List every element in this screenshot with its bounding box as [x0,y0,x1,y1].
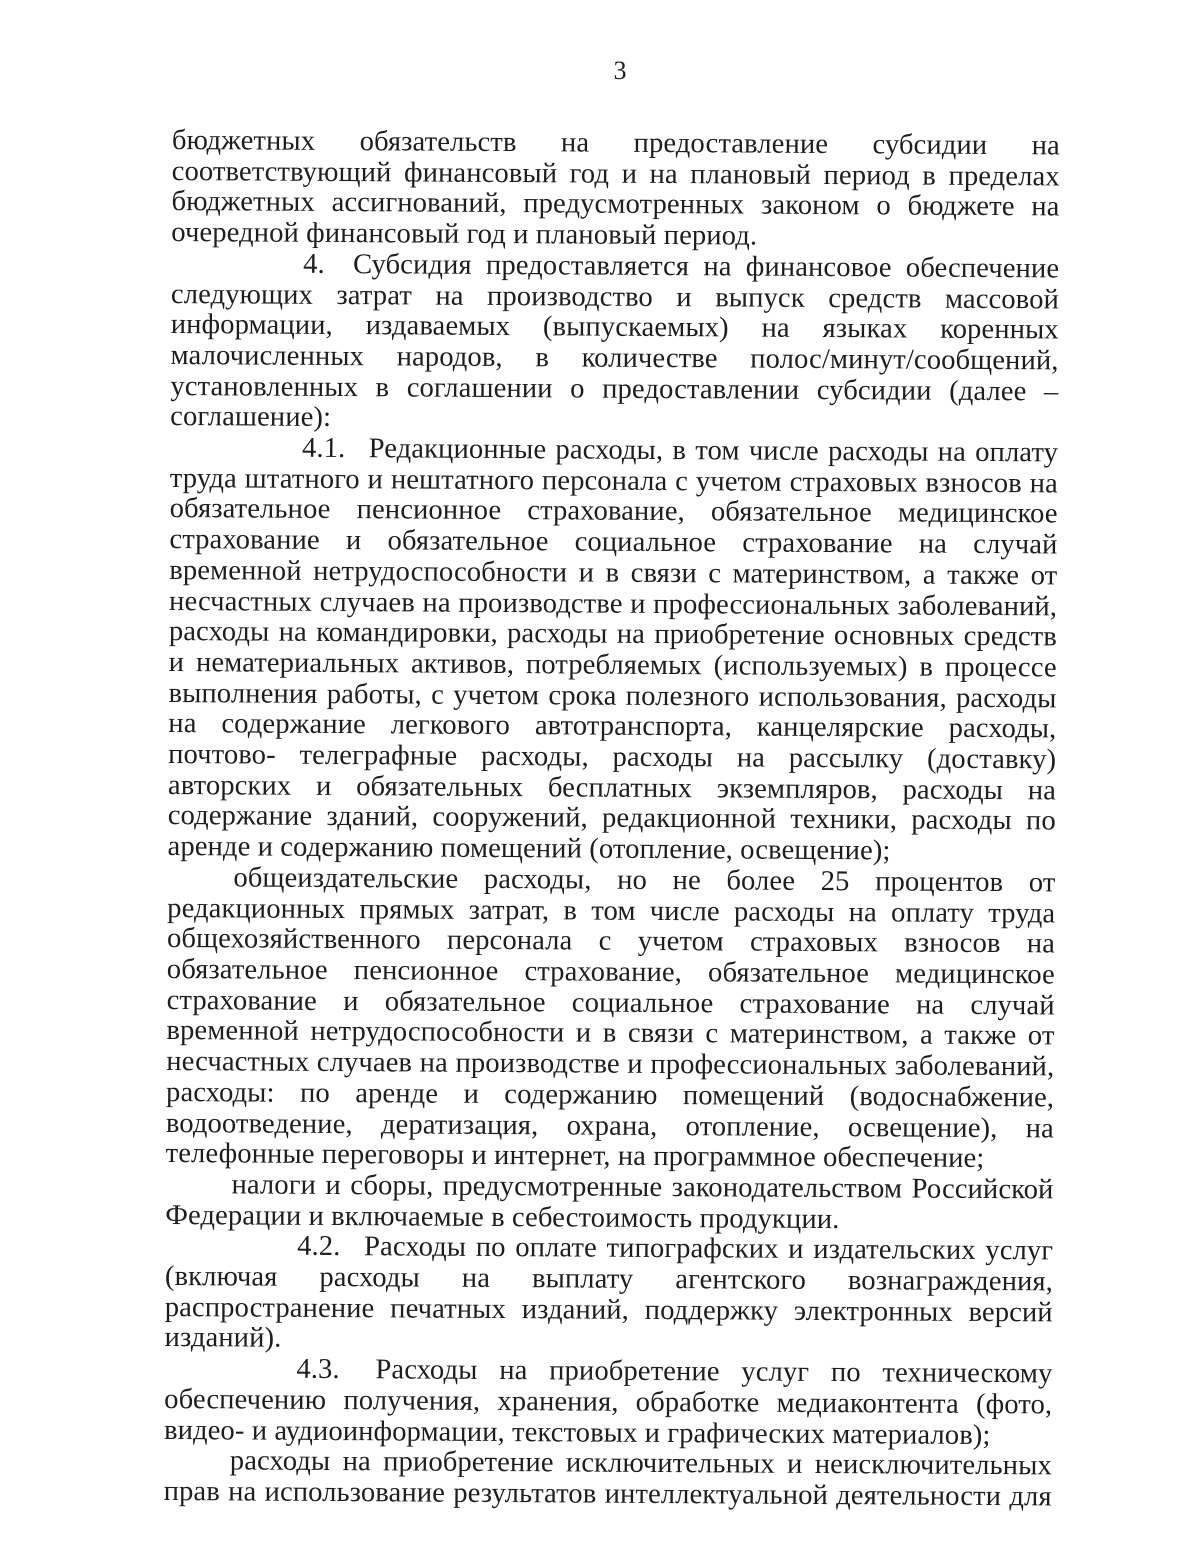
text-line: пенсионное страхование, обязательное медицинское страхование и [166,955,1055,1017]
paragraph-taxes [165,1170,1053,1237]
text-line: нетрудоспособности и в связи с материнством, а также от несчастных [169,555,1058,618]
text-line: получения, хранения, обработке медиаконтента (фото, видео- [163,1384,1053,1446]
text-line: интернет, на программное обеспечение; [494,1140,985,1175]
text-line: нетрудоспособности и в связи с материнством, а также от несчастных [166,1016,1055,1078]
text-line: и аудиоинформации, текстовых и графических материалов); [251,1415,991,1451]
text-line: финансовый год и на плановый период в пределах бюджетных [171,157,1060,219]
document-body [164,126,1060,1513]
paragraph-4 [170,249,1059,439]
text-line: расходы на приобретение исключительных и неисключительных прав [163,1445,1052,1508]
text-line: Субсидия предоставляется на финансовое обеспечение [353,248,1060,285]
text-line: ассигнований, предусмотренных законом о бюджете на очередной [171,187,1060,249]
text-line: редакционных прямых затрат, в том числе расходы на оплату труда [167,892,1056,929]
text-line: установленных в соглашении о предоставлении субсидии [170,370,932,407]
text-line: обязательных бесплатных экземпляров, расходы на содержание зданий, [167,770,1057,833]
text-line: дератизация, охрана, отопление, освещение), на телефонные переговоры и [165,1108,1054,1172]
text-line: случаев на производстве и профессиональных заболеваний, расходы на [168,586,1058,649]
clause-number: 4. [303,248,325,280]
text-line: Редакционные расходы, в том числе расходы на оплату труда [169,433,1059,495]
text-line: (далее – соглашение): [170,375,1059,434]
text-line: финансовый год и плановый период. [306,217,758,252]
text-line: общеиздательские расходы, но не более 25 процентов от [233,862,1056,899]
paragraph-4-1 [167,433,1058,868]
text-line: Федерации и включаемые в себестоимость продукции. [165,1199,840,1235]
text-line: телеграфные расходы, расходы на рассылку (доставку) авторских и [167,739,1057,802]
text-line: по аренде и содержанию помещений (водоснабжение, водоотведение, [165,1077,1055,1140]
clause-number: 4.3. [296,1353,340,1386]
text-line: Расходы на приобретение услуг по техническому обеспечению [164,1354,1053,1416]
paragraph-ip-rights [164,1446,1052,1513]
text-line: (включая расходы на выплату агентского вознаграждения, распространение [164,1260,1054,1324]
clause-number: 4.2. [297,1231,341,1263]
text-line: нематериальных активов, потребляемых (используемых) в процессе [195,647,1057,684]
text-line: следующих затрат на производство и выпуск средств массовой [170,278,1060,315]
text-line: случаев на производстве и профессиональных заболеваний, расходы: [166,1046,1055,1109]
clause-number: 4.1. [301,432,346,465]
paragraph-4-2 [164,1231,1053,1359]
text-line: налоги и сборы, предусмотренные законодательством Российской [231,1169,1054,1206]
text-line: сооружений, редакционной техники, расходы по аренде и содержанию [167,802,1056,864]
page-number: 3 [613,56,627,85]
text-line: страхование и обязательное социальное страхование на случай временной [169,524,1058,587]
text-line: на использование результатов интеллектуальной деятельности для [228,1476,1052,1513]
paragraph-budget-obligations [171,126,1060,254]
text-line: информации, издаваемых (выпускаемых) на языках коренных [170,309,1059,346]
text-line: помещений (отопление, освещение); [440,832,891,867]
text-line: содержание легкового автотранспорта, канцелярские расходы, почтово- [168,708,1057,771]
text-line: обязательное социальное страхование на случай временной [166,986,1055,1048]
text-line: общехозяйственного персонала с учетом страховых взносов на обязательное [166,923,1056,986]
text-line: Расходы по оплате типографских и издательских услуг [364,1231,1054,1267]
paragraph-overhead-expenses [166,863,1056,1175]
text-line: штатного и нештатного персонала с учетом страховых взносов на [244,463,1058,500]
text-line: малочисленных народов, в количестве полос/минут/сообщений, [170,339,1059,377]
text-line: выполнения работы, с учетом срока полезного использования, расходы на [168,677,1057,740]
text-line: бюджетных обязательств на предоставление субсидии на соответствующий [171,125,1060,189]
text-line: обязательное пенсионное страхование, обязательное медицинское [169,493,1058,530]
text-line: печатных изданий, поддержку электронных версий изданий). [164,1293,1053,1355]
paragraph-4-3 [164,1354,1053,1452]
text-line: командировки, расходы на приобретение основных средств и [168,617,1058,679]
